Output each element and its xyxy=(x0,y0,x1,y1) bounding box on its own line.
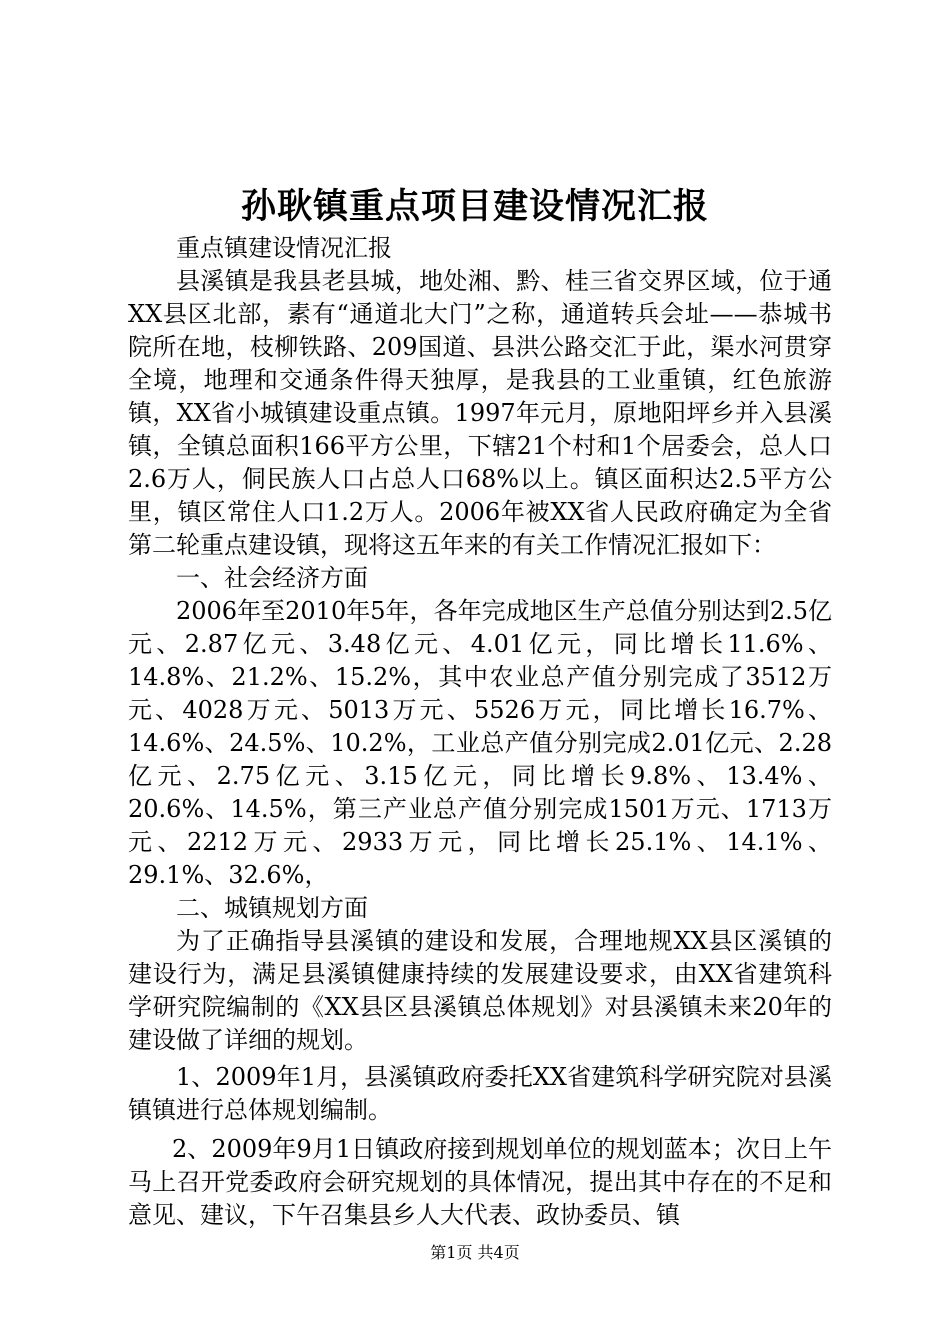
page-footer: 第1页 共4页 xyxy=(430,1243,520,1262)
document-body xyxy=(128,232,832,1232)
paragraph-intro: 县溪镇是我县老县城，地处湘、黔、桂三省交界区域，位于通XX县区北部，素有“通道北大门”之称，通道转兵会址——恭城书院所在地，枝柳铁路、209国道、县洪公路交汇于此，渠水河贯穿全境，地理和交通条件得天独厚，是我县的工业重镇，红色旅游镇，XX省小城镇建设重点镇。1997年元月，原地阳坪乡并入县溪镇，全镇总面积166平方公里，下辖21个村和1个居委会，总人口2.6万人，侗民族人口占总人口68%以上。镇区面积达2.5平方公里，镇区常住人口1.2万人。2006年被XX省人民政府确定为全省第二轮重点建设镇，现将这五年来的有关工作情况汇报如下： xyxy=(128,267,832,559)
paragraph-item-2: 2、2009年9月1日镇政府接到规划单位的规划蓝本；次日上午马上召开党委政府会研究规划的具体情况，提出其中存在的不足和意见、建议，下午召集县乡人大代表、政协委员、镇 xyxy=(128,1135,832,1229)
paragraph-subtitle: 重点镇建设情况汇报 xyxy=(176,234,392,262)
paragraph-economy: 2006年至2010年5年，各年完成地区生产总值分别达到2.5亿元、2.87亿元、3.48亿元、4.01亿元，同比增长11.6%、14.8%、21.2%、15.2%，其中农业总产值分别完成了3512万元、4028万元、5013万元、5526万元，同比增长16.7%、14.6%、24.5%、10.2%，工业总产值分别完成2.01亿元、2.28亿元、2.75亿元、3.15亿元，同比增长9.8%、13.4%、20.6%、14.5%，第三产业总产值分别完成1501万元、1713万元、2212万元、2933万元，同比增长25.1%、14.1%、29.1%、32.6%， xyxy=(128,597,832,889)
section-heading-planning: 二、城镇规划方面 xyxy=(176,894,368,922)
paragraph-item-1: 1、2009年1月，县溪镇政府委托XX省建筑科学研究院对县溪镇镇进行总体规划编制。 xyxy=(128,1063,832,1124)
document-title: 孙耿镇重点项目建设情况汇报 xyxy=(240,186,709,227)
section-heading-economy: 一、社会经济方面 xyxy=(176,564,368,592)
paragraph-planning: 为了正确指导县溪镇的建设和发展，合理地规XX县区溪镇的建设行为，满足县溪镇健康持续的发展建设要求，由XX省建筑科学研究院编制的《XX县区县溪镇总体规划》对县溪镇未来20年的建设做了详细的规划。 xyxy=(128,927,832,1054)
